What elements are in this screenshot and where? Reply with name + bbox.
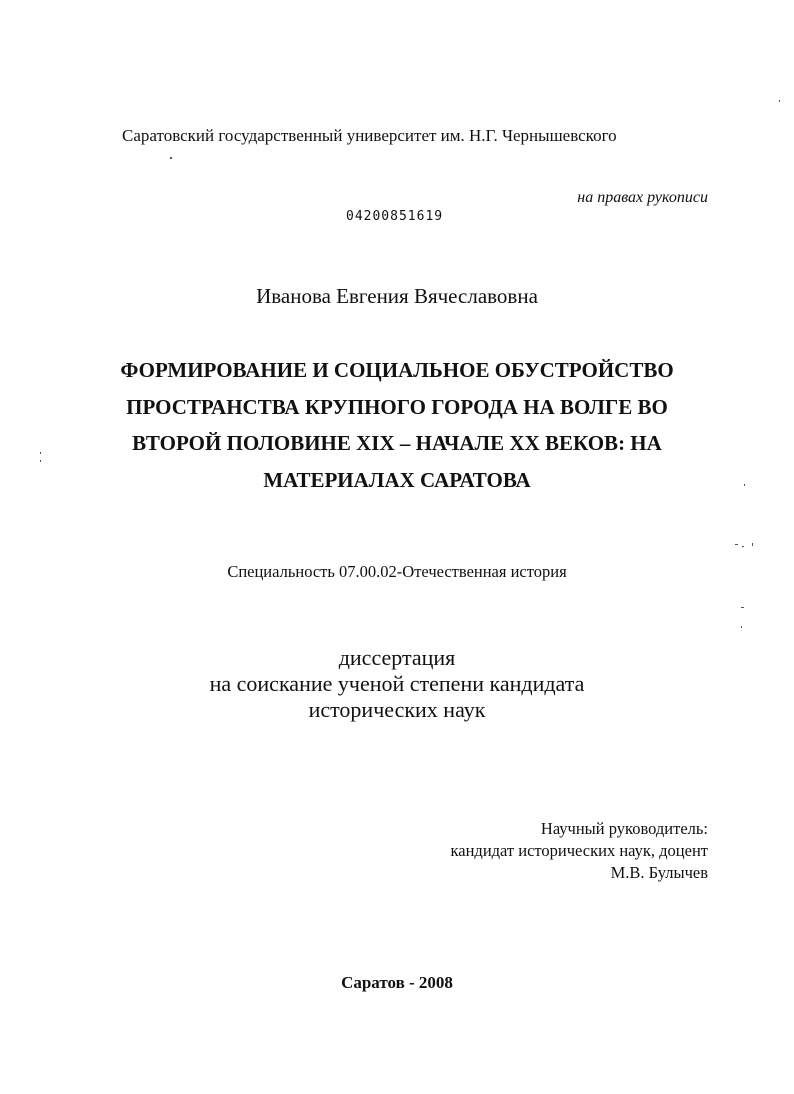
document-code: 04200851619 xyxy=(346,209,444,224)
supervisor-name: М.В. Булычев xyxy=(610,863,708,882)
university-name: Саратовский государственный университет им. Н.Г. Чернышевского xyxy=(122,126,617,145)
scan-speck xyxy=(752,543,753,546)
scan-speck xyxy=(40,460,41,462)
title-line: МАТЕРИАЛАХ САРАТОВА xyxy=(263,467,531,492)
supervisor-degree: кандидат исторических наук, доцент xyxy=(450,841,708,860)
scan-speck xyxy=(40,452,41,454)
manuscript-rights-note: на правах рукописи xyxy=(577,189,708,206)
supervisor-label: Научный руководитель: xyxy=(540,819,708,838)
scan-speck xyxy=(741,607,744,608)
specialty: Специальность 07.00.02-Отечественная история xyxy=(227,562,567,581)
scan-speck xyxy=(779,100,780,102)
scan-speck xyxy=(170,157,172,159)
scan-speck xyxy=(735,544,738,545)
dissertation-label: диссертация xyxy=(338,645,456,670)
city-year: Саратов - 2008 xyxy=(341,973,453,992)
scan-speck xyxy=(744,484,745,486)
title-line: ФОРМИРОВАНИЕ И СОЦИАЛЬНОЕ ОБУСТРОЙСТВО xyxy=(120,358,674,382)
degree-sought: на соискание ученой степени кандидата xyxy=(209,671,585,696)
scan-speck xyxy=(741,626,742,628)
author-name: Иванова Евгения Вячеславовна xyxy=(256,284,538,308)
supervisor-block xyxy=(451,818,709,884)
scan-speck xyxy=(742,546,744,547)
dissertation-title xyxy=(97,352,697,498)
title-line: ВТОРОЙ ПОЛОВИНЕ XIX – НАЧАЛЕ XX ВЕКОВ: НА xyxy=(132,431,662,455)
dissertation-block xyxy=(0,645,794,723)
title-line: ПРОСТРАНСТВА КРУПНОГО ГОРОДА НА ВОЛГЕ ВО xyxy=(126,394,668,419)
degree-field: исторических наук xyxy=(308,697,486,722)
